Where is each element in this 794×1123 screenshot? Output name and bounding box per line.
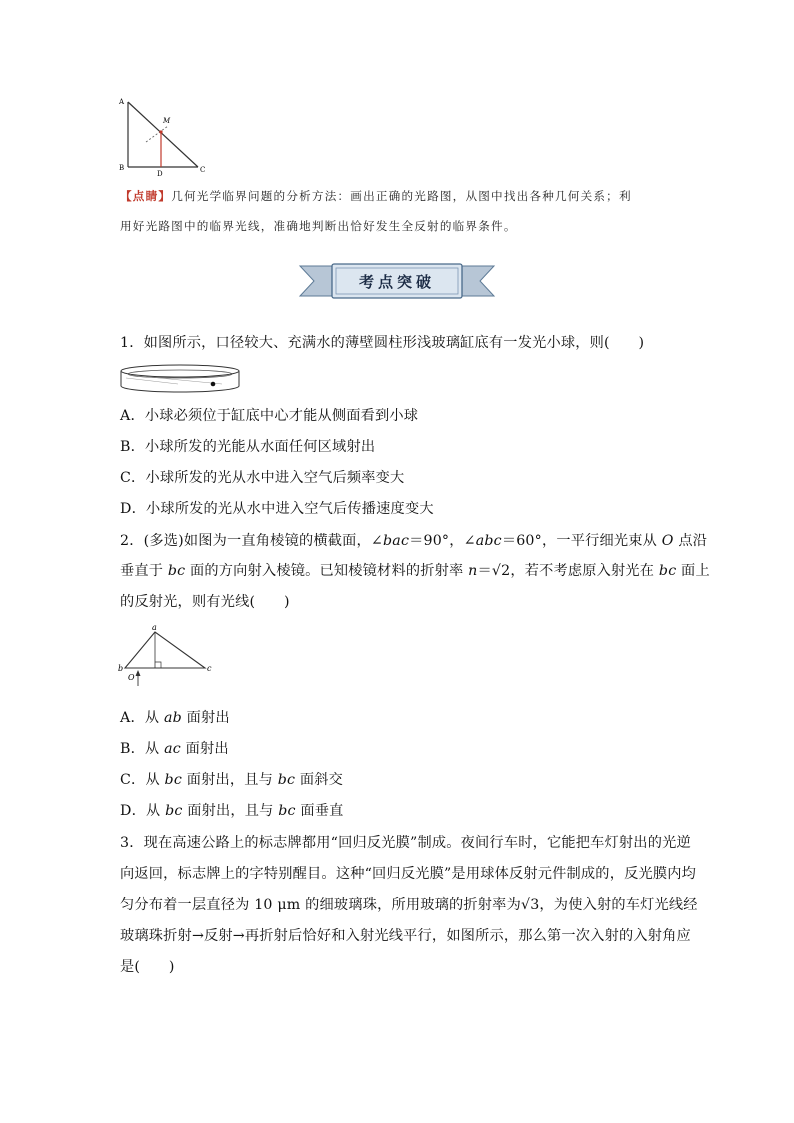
prism-label-c: c [207, 664, 212, 673]
q2-option-b[interactable]: B．从 ac 面射出 [120, 741, 229, 757]
light-ball-icon [211, 382, 216, 387]
q2-line-2: 垂直于 bc 面的方向射入棱镜。已知棱镜材料的折射率 n＝√2，若不考虑原入射光在 bc 面上 [120, 563, 710, 579]
q2-line-1: 2．(多选)如图为一直角棱镜的横截面，∠bac＝90°，∠abc＝60°，一平行细光束从 O 点沿 [120, 533, 708, 549]
q1-option-a[interactable]: A．小球必须位于缸底中心才能从侧面看到小球 [120, 408, 419, 424]
q2-option-a[interactable]: A．从 ab 面射出 [120, 710, 230, 726]
q3-line-2: 向返回，标志牌上的字特别醒目。这种“回归反光膜”是用球体反射元件制成的，反光膜内均 [120, 866, 697, 882]
banner-title: 考点突破 [358, 273, 436, 291]
figure1-label-b: B [119, 164, 125, 172]
tip-text-1: 几何光学临界问题的分析方法：画出正确的光路图，从图中找出各种几何关系；利 [171, 189, 632, 203]
figure1-label-a: A [119, 98, 125, 106]
q1-option-d[interactable]: D．小球所发的光从水中进入空气后传播速度变大 [120, 501, 434, 517]
q1-stem: 1．如图所示，口径较大、充满水的薄壁圆柱形浅玻璃缸底有一发光小球，则( ) [120, 335, 645, 351]
tip-line-1 [120, 188, 632, 204]
q1-option-b[interactable]: B．小球所发的光能从水面任何区域射出 [120, 439, 376, 455]
q3-line-4: 玻璃珠折射→反射→再折射后恰好和入射光线平行，如图所示，那么第一次入射的入射角应 [120, 928, 691, 944]
q2-line-3: 的反射光，则有光线( ) [120, 594, 290, 610]
q2-option-d[interactable]: D．从 bc 面射出，且与 bc 面垂直 [120, 803, 344, 819]
q3-line-5: 是( ) [120, 959, 175, 975]
q1-option-c[interactable]: C．小球所发的光从水中进入空气后频率变大 [120, 470, 405, 486]
q2-option-c[interactable]: C．从 bc 面射出，且与 bc 面斜交 [120, 772, 344, 788]
prism-label-a: a [152, 623, 157, 632]
tip-line-2: 用好光路图中的临界光线，准确地判断出恰好发生全反射的临界条件。 [120, 219, 517, 233]
figure1-label-m: M [163, 117, 171, 125]
q3-line-1: 3．现在高速公路上的标志牌都用“回归反光膜”制成。夜间行车时，它能把车灯射出的光逆 [120, 835, 691, 851]
prism-figure [116, 622, 216, 690]
section-banner [298, 262, 496, 300]
figure1-label-c: C [200, 166, 206, 174]
glass-tank-figure [118, 362, 242, 396]
q3-line-3: 匀分布着一层直径为 10 μm 的细玻璃珠，所用玻璃的折射率为√3，为使入射的车灯光线经 [120, 897, 698, 913]
figure1-label-d: D [157, 170, 163, 178]
prism-label-o: O [128, 673, 135, 682]
tip-tag: 【点睛】 [120, 189, 172, 203]
triangle-figure-1 [116, 96, 216, 178]
prism-label-b: b [118, 664, 124, 673]
